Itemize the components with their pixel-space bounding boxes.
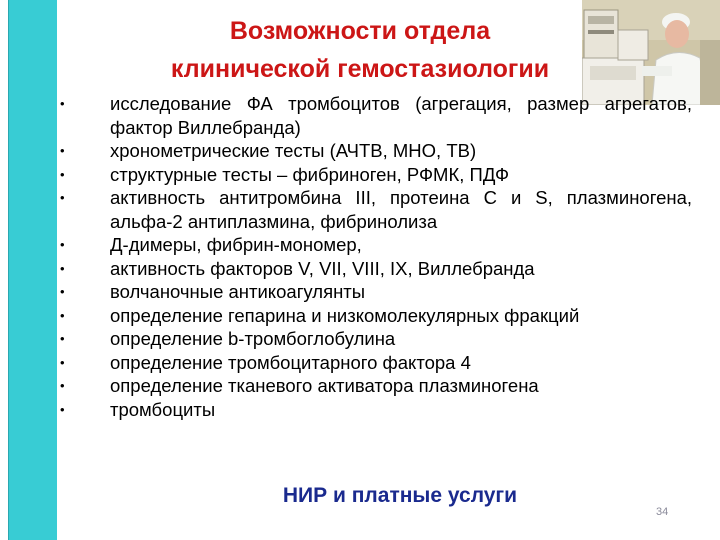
bullet-icon: • (60, 260, 65, 276)
bullet-icon: • (60, 401, 65, 417)
bullet-list (56, 92, 692, 421)
bullet-icon: • (60, 378, 65, 393)
lab-photo (582, 0, 720, 105)
list-item (56, 398, 692, 422)
bullet-icon: • (60, 143, 65, 158)
title-line-1: Возможности отдела (229, 17, 491, 45)
list-item-text: активность антитромбина III, протеина С и S, плазминогена, альфа-2 антиплазмина, фибринолиза (110, 187, 692, 232)
list-item (56, 374, 692, 398)
page-number: 34 (656, 506, 669, 518)
bullet-icon: • (60, 190, 65, 205)
list-item-text: определение тканевого активатора плазминогена (110, 375, 539, 396)
bullet-icon: • (60, 354, 65, 370)
list-item-text: активность факторов V, VII, VIII, IX, Виллебранда (110, 257, 535, 279)
list-item (56, 280, 692, 304)
list-item-text: исследование ФА тромбоцитов (агрегация, размер агрегатов, фактор Виллебранда) (110, 93, 692, 138)
left-color-band (8, 0, 57, 540)
slide-title (120, 12, 600, 88)
list-item (56, 257, 692, 281)
list-item (56, 163, 692, 187)
list-item (56, 92, 692, 139)
list-item (56, 186, 692, 233)
bullet-icon: • (60, 96, 65, 111)
list-item-text: определение тромбоцитарного фактора 4 (110, 351, 471, 373)
list-item-text: определение гепарина и низкомолекулярных фракций (110, 304, 580, 326)
list-item (56, 327, 692, 351)
bullet-icon: • (60, 284, 65, 299)
list-item-text: структурные тесты – фибриноген, РФМК, ПДФ (110, 163, 510, 185)
bullet-icon: • (60, 166, 65, 182)
bullet-icon: • (60, 307, 65, 323)
list-item (56, 233, 692, 257)
list-item-text: тромбоциты (110, 398, 216, 420)
footer-caption: НИР и платные услуги (282, 484, 518, 507)
list-item-text: Д-димеры, фибрин-мономер, (110, 234, 362, 255)
list-item-text: волчаночные антикоагулянты (110, 281, 366, 302)
list-item-text: определение b-тромбоглобулина (110, 328, 396, 349)
list-item (56, 304, 692, 328)
list-item (56, 351, 692, 375)
list-item-text: хронометрические тесты (АЧТВ, МНО, ТВ) (110, 140, 477, 161)
list-item (56, 139, 692, 163)
title-line-2: клинической гемостазиологии (170, 55, 550, 83)
bullet-icon: • (60, 331, 65, 346)
bullet-icon: • (60, 237, 65, 252)
lab-photo-image (582, 0, 720, 105)
